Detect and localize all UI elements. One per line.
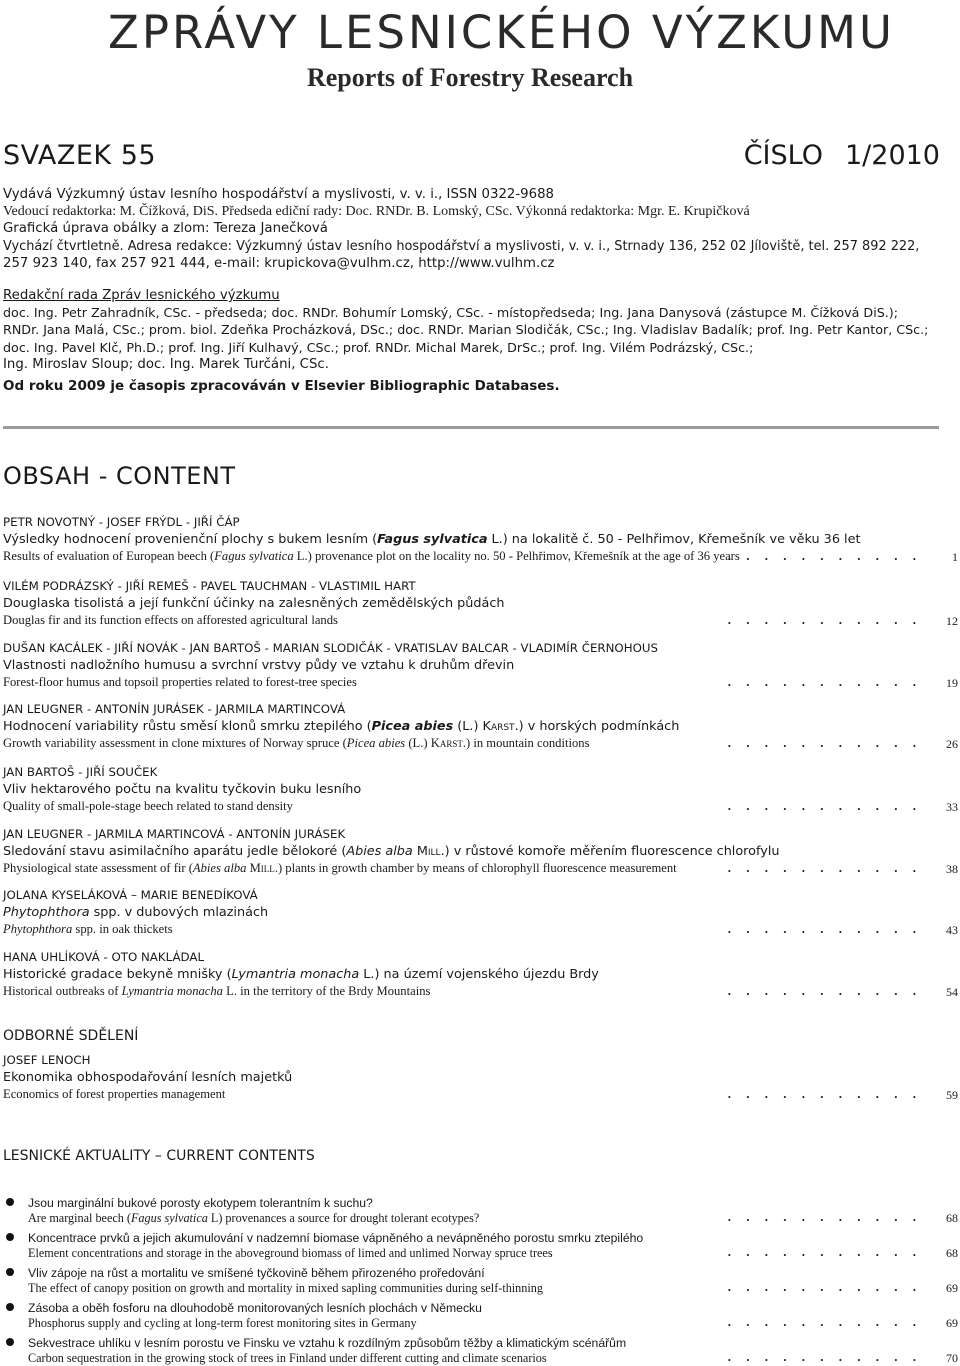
board-line-2: RNDr. Jana Malá, CSc.; prom. biol. Zdeňka Procházková, DSc.; doc. RNDr. Marian Slodičák, CSc.; Ing. Vladislav Badalík; prof. Ing. Petr Kantor, CSc.; bbox=[3, 322, 929, 338]
leader-dots: . . . . . . . . . . . bbox=[727, 1279, 922, 1294]
item-english-title: Are marginal beech (Fagus sylvatica L) provenances a source for drought tolerant ecotypes? bbox=[28, 1211, 480, 1225]
journal-subtitle: Reports of Forestry Research bbox=[306, 63, 634, 92]
board-line-3: doc. Ing. Pavel Klč, Ph.D.; prof. Ing. Jiří Kulhavý, CSc.; prof. RNDr. Michal Marek, DrSc.; prof. Ing. Vilém Podrázský, CSc.; bbox=[3, 339, 754, 355]
entry-authors: JAN BARTOŠ - JIŘÍ SOUČEK bbox=[3, 765, 158, 779]
entry-czech-title: Historické gradace bekyně mnišky (Lymantria monacha L.) na území vojenského újezdu Brdy bbox=[3, 967, 599, 982]
item-page-number: 70 bbox=[946, 1351, 958, 1365]
entry-page-number: 12 bbox=[946, 614, 958, 628]
leader-dots: . . . . . . . . . . . bbox=[727, 612, 922, 627]
entry-page-number: 38 bbox=[946, 862, 958, 876]
info-line-4: Vychází čtvrtletně. Adresa redakce: Výzkumný ústav lesního hospodářství a myslivosti, v. v. i., Strnady 136, 252 02 Jíloviště, tel. 257 892 222, bbox=[3, 238, 920, 254]
entry-english-title: Physiological state assessment of fir (Abies alba Mill.) plants in growth chamber by means of chlorophyll fluorescence measurement bbox=[3, 861, 677, 875]
info-line-2: Vedoucí redaktorka: M. Čížková, DiS. Předseda ediční rady: Doc. RNDr. B. Lomský, CSc. Výkonná redaktorka: Mgr. E. Krupičková bbox=[3, 204, 750, 220]
entry-page-number: 54 bbox=[946, 985, 958, 999]
entry-english-title: Growth variability assessment in clone mixtures of Norway spruce (Picea abies (L.) Karst.) in mountain conditions bbox=[3, 736, 590, 750]
item-czech-title: Koncentrace prvků a jejich akumulování v nadzemní biomase vápněného a nevápněného porostu smrku ztepilého bbox=[28, 1231, 644, 1245]
entry-authors: PETR NOVOTNÝ - JOSEF FRÝDL - JIŘÍ ČÁP bbox=[3, 515, 240, 529]
info-line-1: Vydává Výzkumný ústav lesního hospodářství a myslivosti, v. v. i., ISSN 0322-9688 bbox=[3, 187, 555, 202]
leader-dots: . . . . . . . . . . . bbox=[727, 983, 922, 998]
entry-czech-title: Vlastnosti nadložního humusu a svrchní vrstvy půdy ve vztahu k druhům dřevin bbox=[3, 658, 515, 673]
toc-entry bbox=[3, 578, 958, 629]
item-english-title: The effect of canopy position on growth and mortality in mixed sapling communities during self-thinning bbox=[28, 1281, 543, 1295]
entry-authors: VILÉM PODRÁZSKÝ - JIŘÍ REMEŠ - PAVEL TAUCHMAN - VLASTIMIL HART bbox=[3, 579, 416, 593]
entry-czech-title: Ekonomika obhospodařování lesních majetků bbox=[3, 1070, 293, 1085]
entry-authors: DUŠAN KACÁLEK - JIŘÍ NOVÁK - JAN BARTOŠ - MARIAN SLODIČÁK - VRATISLAV BALCAR - VLADIMÍR ČERNOHOUS bbox=[3, 641, 658, 655]
leader-dots: . . . . . . . . . . . bbox=[727, 735, 922, 750]
leader-dots: . . . . . . . . . . . bbox=[727, 1314, 922, 1329]
contents-heading: OBSAH - CONTENT bbox=[3, 462, 236, 490]
entry-czech-title: Výsledky hodnocení provenienční plochy s bukem lesním (Fagus sylvatica L.) na lokalitě č. 50 - Pelhřimov, Křemešník ve věku 36 let bbox=[3, 532, 861, 547]
entry-english-title: Phytophthora spp. in oak thickets bbox=[3, 922, 173, 936]
leader-dots: . . . . . . . . . . . bbox=[727, 1244, 922, 1259]
item-page-number: 68 bbox=[946, 1211, 958, 1225]
leader-dots: . . . . . . . . . . . bbox=[727, 1349, 922, 1364]
entry-page-number: 19 bbox=[946, 676, 958, 690]
leader-dots: . . . . . . . . . . . bbox=[727, 860, 922, 875]
item-english-title: Phosphorus supply and cycling at long-term forest monitoring sites in Germany bbox=[28, 1316, 417, 1330]
toc-entry bbox=[3, 514, 958, 565]
entry-english-title: Results of evaluation of European beech (Fagus sylvatica L.) provenance plot on the locality no. 50 - Pelhřimov, Křemešník at the age of 36 years bbox=[3, 549, 740, 563]
elsevier-note: Od roku 2009 je časopis zpracováván v Elsevier Bibliographic Databases. bbox=[3, 378, 560, 395]
bullet-icon bbox=[6, 1198, 14, 1206]
entry-czech-title: Vliv hektarového počtu na kvalitu tyčkovin buku lesního bbox=[3, 782, 362, 797]
entry-page-number: 1 bbox=[952, 550, 958, 564]
leader-dots: . . . . . . . . . . . bbox=[727, 1209, 922, 1224]
item-page-number: 68 bbox=[946, 1246, 958, 1260]
bullet-icon bbox=[6, 1268, 14, 1276]
board-line-1: doc. Ing. Petr Zahradník, CSc. - předseda; doc. RNDr. Bohumír Lomský, CSc. - místopředseda; Ing. Jana Danysová (zástupce M. Čížková DiS.); bbox=[3, 305, 899, 321]
entry-page-number: 59 bbox=[946, 1088, 958, 1102]
item-page-number: 69 bbox=[946, 1281, 958, 1295]
entry-english-title: Douglas fir and its function effects on afforested agricultural lands bbox=[3, 613, 338, 627]
entry-czech-title: Douglaska tisolistá a její funkční účinky na zalesněných zemědělských půdách bbox=[3, 596, 505, 611]
publisher-info bbox=[3, 186, 943, 395]
entry-page-number: 26 bbox=[946, 737, 958, 751]
leader-dots: . . . . . . . . . . . bbox=[727, 548, 922, 563]
journal-title: ZPRÁVY LESNICKÉHO VÝZKUMU bbox=[108, 6, 895, 59]
entry-page-number: 43 bbox=[946, 923, 958, 937]
odborne-heading: ODBORNÉ SDĚLENÍ bbox=[3, 1028, 139, 1044]
entry-czech-title: Hodnocení variability růstu směsí klonů smrku ztepilého (Picea abies (L.) Karst.) v horských podmínkách bbox=[3, 719, 680, 734]
item-czech-title: Vliv zápoje na růst a mortalitu ve smíšené tyčkovině během přirozeného proředování bbox=[28, 1266, 485, 1280]
item-czech-title: Sekvestrace uhlíku v lesním porostu ve Finsku ve vztahu k rozdílným způsobům těžby a klimatickým scénářům bbox=[28, 1336, 627, 1350]
board-line-4: Ing. Miroslav Sloup; doc. Ing. Marek Turčáni, CSc. bbox=[3, 356, 329, 372]
item-english-title: Carbon sequestration in the growing stock of trees in Finland under different cutting and climate scenarios bbox=[28, 1351, 547, 1365]
leader-dots: . . . . . . . . . . . bbox=[727, 1086, 922, 1101]
entry-authors: JAN LEUGNER - JARMILA MARTINCOVÁ - ANTONÍN JURÁSEK bbox=[3, 827, 346, 841]
editorial-board-title: Redakční rada Zpráv lesnického výzkumu bbox=[3, 288, 280, 304]
entry-authors: HANA UHLÍKOVÁ - OTO NAKLÁDAL bbox=[3, 950, 205, 964]
leader-dots: . . . . . . . . . . . bbox=[727, 674, 922, 689]
entry-authors: JAN LEUGNER - ANTONÍN JURÁSEK - JARMILA MARTINCOVÁ bbox=[3, 702, 346, 716]
toc-entry bbox=[3, 826, 958, 877]
entry-authors: JOLANA KYSELÁKOVÁ – MARIE BENEDÍKOVÁ bbox=[3, 888, 258, 902]
issue-label bbox=[744, 140, 940, 171]
entry-english-title: Quality of small-pole-stage beech related to stand density bbox=[3, 799, 293, 813]
item-page-number: 69 bbox=[946, 1316, 958, 1330]
leader-dots: . . . . . . . . . . . bbox=[727, 798, 922, 813]
toc-entry bbox=[3, 1052, 958, 1103]
item-czech-title: Jsou marginální bukové porosty ekotypem tolerantním k suchu? bbox=[28, 1196, 373, 1210]
item-english-title: Element concentrations and storage in the aboveground biomass of limed and unlimed Norway spruce trees bbox=[28, 1246, 553, 1260]
toc-entry bbox=[3, 640, 958, 691]
divider bbox=[3, 426, 939, 429]
entry-english-title: Economics of forest properties management bbox=[3, 1087, 226, 1101]
bullet-icon bbox=[6, 1303, 14, 1311]
info-line-3: Grafická úprava obálky a zlom: Tereza Janečková bbox=[3, 221, 328, 237]
current-contents-heading: LESNICKÉ AKTUALITY – CURRENT CONTENTS bbox=[3, 1148, 315, 1164]
toc-entry bbox=[3, 701, 958, 752]
entry-english-title: Forest-floor humus and topsoil properties related to forest-tree species bbox=[3, 675, 357, 689]
entry-czech-title: Sledování stavu asimilačního aparátu jedle bělokoré (Abies alba Mill.) v růstové komoře měřením fluorescence chlorofylu bbox=[3, 844, 780, 859]
entry-czech-title: Phytophthora spp. v dubových mlazinách bbox=[3, 905, 269, 920]
toc-entry bbox=[3, 887, 958, 938]
volume-label: SVAZEK 55 bbox=[3, 140, 157, 171]
entry-authors: JOSEF LENOCH bbox=[3, 1053, 91, 1067]
issue-number: 1/2010 bbox=[845, 140, 940, 171]
bullet-icon bbox=[6, 1338, 14, 1346]
info-line-5: 257 923 140, fax 257 921 444, e-mail: krupickova@vulhm.cz, http://www.vulhm.cz bbox=[3, 255, 555, 271]
entry-english-title: Historical outbreaks of Lymantria monacha L. in the territory of the Brdy Mountains bbox=[3, 984, 431, 998]
leader-dots: . . . . . . . . . . . bbox=[727, 921, 922, 936]
bullet-icon bbox=[6, 1233, 14, 1241]
issue-word: ČÍSLO bbox=[743, 140, 823, 171]
toc-entry bbox=[3, 764, 958, 815]
entry-page-number: 33 bbox=[946, 800, 958, 814]
item-czech-title: Zásoba a oběh fosforu na dlouhodobě monitorovaných lesních plochách v Německu bbox=[28, 1301, 482, 1315]
toc-entry bbox=[3, 949, 958, 1000]
